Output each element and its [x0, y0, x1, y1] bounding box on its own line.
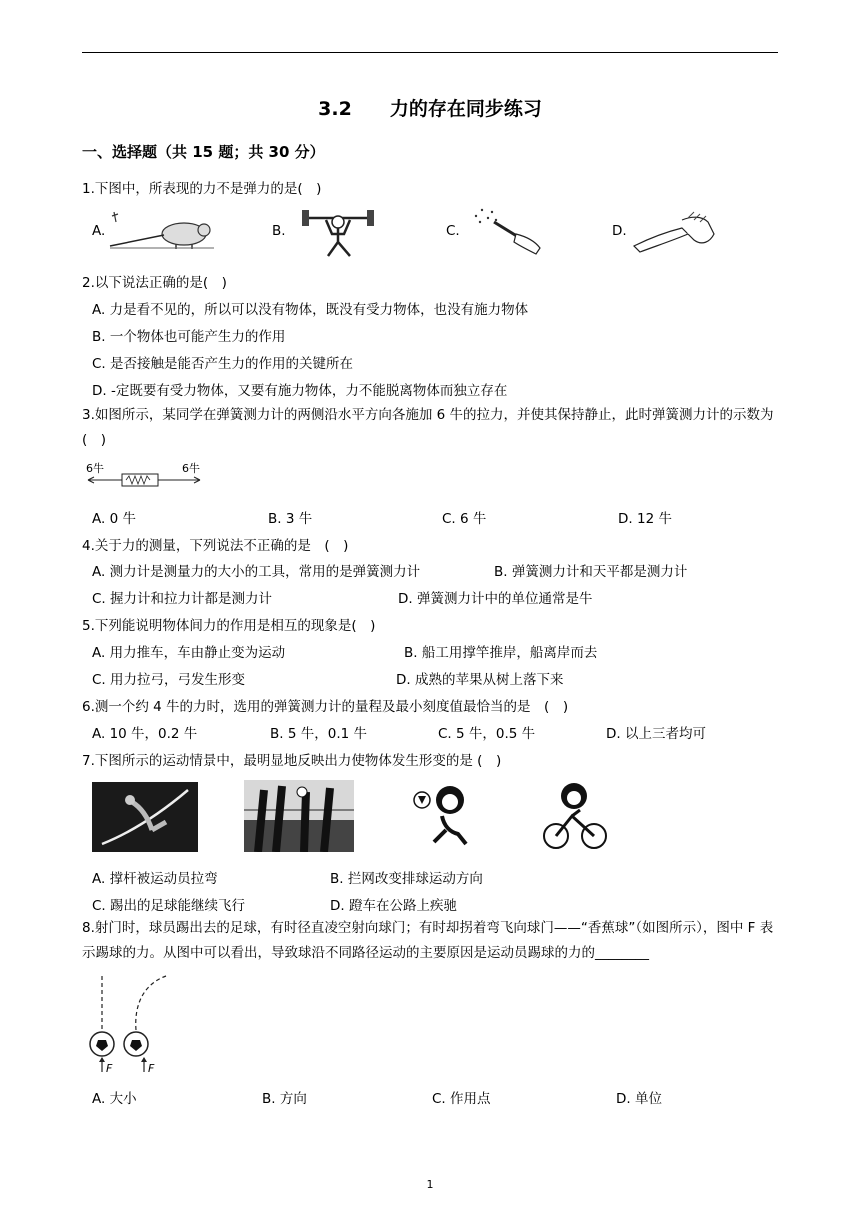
q6-option-c: C. 5 牛，0.5 牛	[438, 726, 536, 742]
q7-image-volleyball-block	[244, 780, 354, 852]
q3-option-d: D. 12 牛	[618, 511, 672, 527]
q1-option-d-label: D.	[612, 223, 627, 239]
q1-option-c-label: C.	[446, 223, 460, 239]
page-title: 3.2 力的存在同步练习	[318, 98, 542, 120]
question-2-stem: 2.以下说法正确的是( )	[82, 275, 227, 291]
q8-force-label-right: F	[148, 1062, 155, 1075]
question-1-stem: 1.下图中，所表现的力不是弹力的是( )	[82, 181, 322, 197]
question-7-stem: 7.下图所示的运动情景中，最明显地反映出力使物体发生形变的是 ( )	[82, 753, 502, 769]
q7-option-a: A. 撑杆被运动员拉弯	[92, 871, 218, 887]
question-5-stem: 5.下列能说明物体间力的作用是相互的现象是( )	[82, 618, 376, 634]
question-3-stem: 3.如图所示，某同学在弹簧测力计的两侧沿水平方向各施加 6 牛的拉力，并使其保持静止，此时弹簧测力计的示数为 ( )	[82, 407, 788, 448]
q2-option-d: D. -定既要有受力物体，又要有施力物体，力不能脱离物体而独立存在	[92, 383, 508, 399]
q7-image-pole-vault	[92, 782, 198, 852]
q7-option-b: B. 拦网改变排球运动方向	[330, 871, 483, 887]
page-number: 1	[426, 1178, 434, 1191]
q1-option-a-label: A.	[92, 223, 106, 239]
question-6-stem: 6.测一个约 4 牛的力时，选用的弹簧测力计的量程及最小刻度值最恰当的是 ( )	[82, 699, 569, 715]
header-rule	[82, 52, 778, 53]
q6-option-d: D. 以上三者均可	[606, 726, 706, 742]
q3-left-force-label: 6牛	[86, 462, 104, 475]
q1-image-hand-stretching	[630, 208, 722, 254]
q3-option-a: A. 0 牛	[92, 511, 136, 527]
q5-option-d: D. 成熟的苹果从树上落下来	[396, 672, 564, 688]
q7-image-mascot-kicking-ball	[410, 780, 478, 850]
q7-option-d: D. 蹬车在公路上疾驰	[330, 898, 457, 914]
q2-option-c: C. 是否接触是能否产生力的作用的关键所在	[92, 356, 354, 372]
q8-option-a: A. 大小	[92, 1091, 137, 1107]
q6-option-b: B. 5 牛，0.1 牛	[270, 726, 367, 742]
q3-option-c: C. 6 牛	[442, 511, 487, 527]
q4-option-c: C. 握力计和拉力计都是测力计	[92, 591, 273, 607]
q8-option-d: D. 单位	[616, 1091, 662, 1107]
q7-image-mascot-cycling	[540, 780, 608, 852]
q3-right-force-label: 6牛	[182, 462, 200, 475]
question-8-stem: 8.射门时，球员踢出去的足球，有时径直凌空射向球门；有时却拐着弯飞向球门——“香蕉球”（如图所示），图中 F 表示踢球的力。从图中可以看出，导致球沿不同路径运动的主要原因是运动员踢球的力的________	[82, 920, 774, 961]
q4-option-a: A. 测力计是测量力的大小的工具，常用的是弹簧测力计	[92, 564, 421, 580]
q3-figure-spring-scale	[84, 460, 204, 492]
q8-force-label-left: F	[106, 1062, 113, 1075]
q5-option-a: A. 用力推车，车由静止变为运动	[92, 645, 286, 661]
q5-option-b: B. 船工用撑竿推岸，船离岸而去	[404, 645, 598, 661]
q3-option-b: B. 3 牛	[268, 511, 313, 527]
q1-option-b-label: B.	[272, 223, 286, 239]
q5-option-c: C. 用力拉弓，弓发生形变	[92, 672, 246, 688]
q2-option-b: B. 一个物体也可能产生力的作用	[92, 329, 286, 345]
q8-figure-ball-paths	[84, 974, 174, 1078]
q1-image-weightlifter	[298, 206, 378, 258]
q1-image-pig-pulling	[106, 208, 216, 250]
q7-option-c: C. 踢出的足球能继续飞行	[92, 898, 246, 914]
q4-option-d: D. 弹簧测力计中的单位通常是牛	[398, 591, 593, 607]
q8-option-c: C. 作用点	[432, 1091, 491, 1107]
section-heading: 一、选择题（共 15 题；共 30 分）	[82, 143, 325, 161]
q1-image-magnet-filings	[470, 206, 548, 258]
q4-option-b: B. 弹簧测力计和天平都是测力计	[494, 564, 688, 580]
q2-option-a: A. 力是看不见的，所以可以没有物体，既没有受力物体，也没有施力物体	[92, 302, 529, 318]
q6-option-a: A. 10 牛，0.2 牛	[92, 726, 198, 742]
q8-option-b: B. 方向	[262, 1091, 307, 1107]
question-4-stem: 4.关于力的测量，下列说法不正确的是 ( )	[82, 538, 349, 554]
